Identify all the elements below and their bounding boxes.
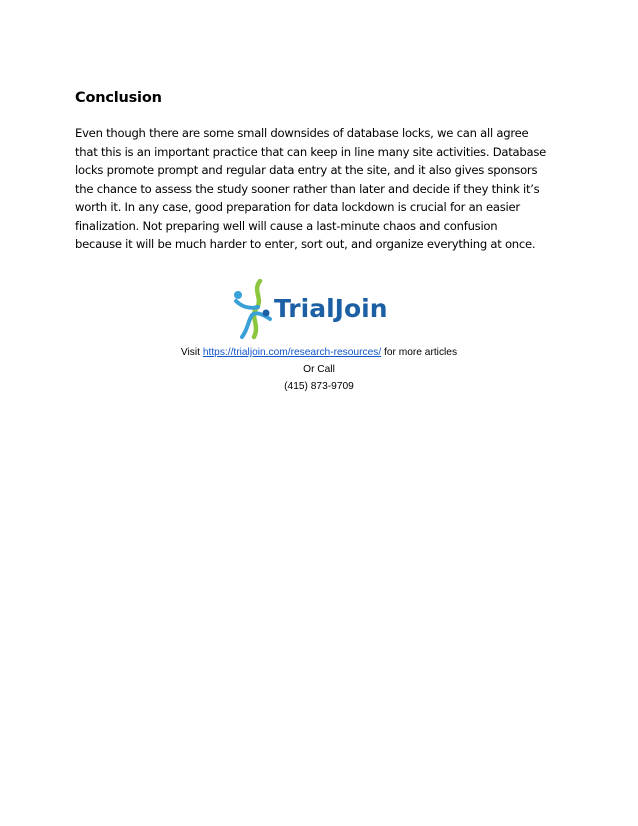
visit-prefix: Visit <box>180 347 200 358</box>
paragraph-line: that this is an important practice that can keep in line many site activities. Database <box>75 144 547 159</box>
paragraph-line: Even though there are some small downsides of database locks, we can all agree <box>75 126 529 140</box>
paragraph-line: worth it. In any case, good preparation for data lockdown is crucial for an easier <box>75 200 520 214</box>
footer-visit-line <box>0 347 638 358</box>
paragraph-line: finalization. Not preparing well will cause a last-minute chaos and confusion <box>75 218 498 233</box>
conclusion-heading: Conclusion <box>75 90 162 106</box>
paragraph-line: the chance to assess the study sooner rather than later and decide if they think it’s <box>75 181 540 196</box>
research-resources-link[interactable]: https://trialjoin.com/research-resources/ <box>202 347 382 358</box>
paragraph-line: locks promote prompt and regular data entry at the site, and it also gives sponsors <box>75 163 538 177</box>
paragraph-line: because it will be much harder to enter, sort out, and organize everything at once. <box>75 237 536 251</box>
visit-suffix: for more articles <box>384 347 458 358</box>
conclusion-paragraph <box>75 124 575 254</box>
logo-wordmark: TrialJoin <box>274 294 388 323</box>
or-call-label: Or Call <box>303 364 335 375</box>
phone-number: (415) 873-9709 <box>284 381 354 392</box>
trialjoin-figure-icon <box>234 281 270 337</box>
trialjoin-logo <box>230 279 405 341</box>
